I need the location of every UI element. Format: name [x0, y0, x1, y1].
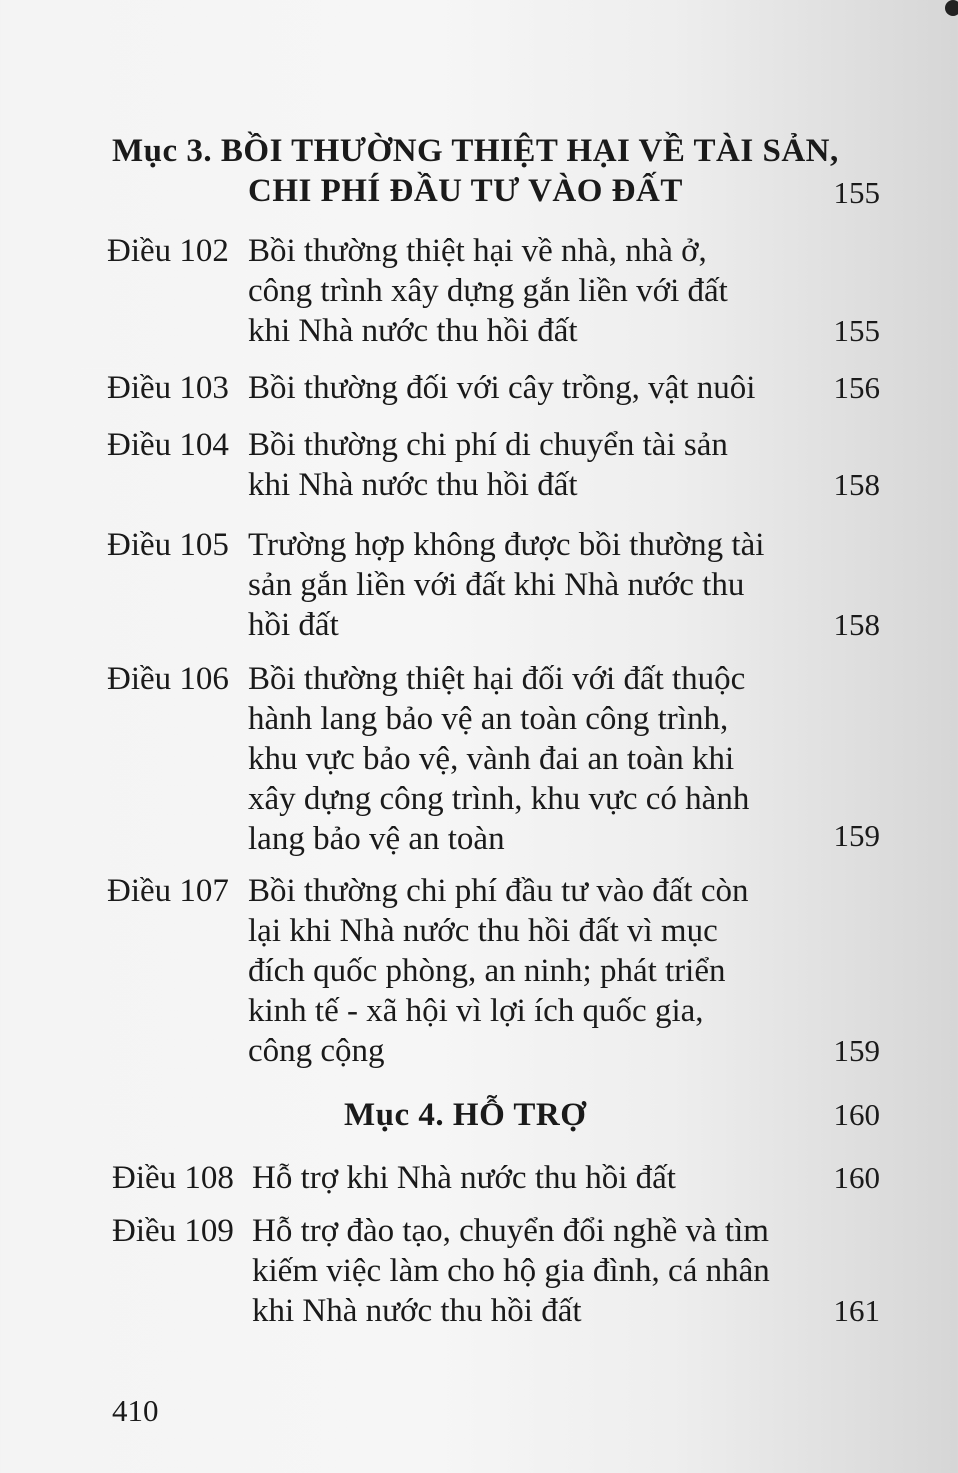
section-3-title-line-1 [112, 133, 839, 170]
entry-107-line-1: Bồi thường chi phí đầu tư vào đất còn [248, 873, 749, 909]
entry-102-page: 155 [833, 313, 880, 348]
section-3-title-line-2: CHI PHÍ ĐẦU TƯ VÀO ĐẤT [248, 173, 683, 209]
entry-label-109: Điều 109 [112, 1213, 234, 1249]
entry-105-line-2: sản gắn liền với đất khi Nhà nước thu [248, 567, 745, 603]
entry-107-line-2: lại khi Nhà nước thu hồi đất vì mục [248, 913, 718, 949]
entry-106-line-1: Bồi thường thiệt hại đối với đất thuộc [248, 661, 746, 697]
entry-109-line-1: Hỗ trợ đào tạo, chuyển đổi nghề và tìm [252, 1213, 769, 1249]
section-4-prefix: Mục 4. [344, 1097, 445, 1133]
entry-109-page: 161 [833, 1293, 880, 1328]
entry-label-102: Điều 102 [107, 233, 229, 269]
entry-106-line-5: lang bảo vệ an toàn [248, 821, 505, 857]
entry-103-page: 156 [833, 370, 880, 405]
entry-107-line-4: kinh tế - xã hội vì lợi ích quốc gia, [248, 993, 704, 1029]
entry-109-line-3: khi Nhà nước thu hồi đất [252, 1293, 582, 1329]
entry-105-page: 158 [833, 607, 880, 642]
entry-107-page: 159 [833, 1033, 880, 1068]
entry-106-line-4: xây dựng công trình, khu vực có hành [248, 781, 750, 817]
entry-104-line-1: Bồi thường chi phí di chuyển tài sản [248, 427, 728, 463]
entry-108-page: 160 [833, 1160, 880, 1195]
entry-106-page: 159 [833, 818, 880, 853]
entry-107-line-3: đích quốc phòng, an ninh; phát triển [248, 953, 726, 989]
entry-106-line-2: hành lang bảo vệ an toàn công trình, [248, 701, 729, 737]
entry-104-page: 158 [833, 467, 880, 502]
section-4-title-text: HỖ TRỢ [452, 1097, 587, 1133]
entry-102-line-1: Bồi thường thiệt hại về nhà, nhà ở, [248, 233, 707, 269]
section-3-prefix: Mục 3. [112, 133, 213, 169]
entry-label-105: Điều 105 [107, 527, 229, 563]
entry-label-106: Điều 106 [107, 661, 229, 697]
section-3-page: 155 [833, 175, 880, 210]
entry-109-line-2: kiếm việc làm cho hộ gia đình, cá nhân [252, 1253, 770, 1289]
section-4-title [344, 1097, 586, 1134]
entry-106-line-3: khu vực bảo vệ, vành đai an toàn khi [248, 741, 735, 777]
entry-label-108: Điều 108 [112, 1160, 234, 1196]
entry-108-line-1: Hỗ trợ khi Nhà nước thu hồi đất [252, 1160, 676, 1196]
section-4-page: 160 [833, 1097, 880, 1132]
entry-105-line-1: Trường hợp không được bồi thường tài [248, 527, 765, 563]
footer-page-number: 410 [112, 1393, 159, 1428]
entry-102-line-3: khi Nhà nước thu hồi đất [248, 313, 578, 349]
section-3-title: BỒI THƯỜNG THIỆT HẠI VỀ TÀI SẢN, [220, 133, 839, 169]
corner-mark [945, 0, 958, 16]
entry-103-line-1: Bồi thường đối với cây trồng, vật nuôi [248, 370, 756, 406]
entry-105-line-3: hồi đất [248, 607, 339, 643]
entry-104-line-2: khi Nhà nước thu hồi đất [248, 467, 578, 503]
entry-label-103: Điều 103 [107, 370, 229, 406]
entry-102-line-2: công trình xây dựng gắn liền với đất [248, 273, 728, 309]
entry-label-107: Điều 107 [107, 873, 229, 909]
entry-107-line-5: công cộng [248, 1033, 385, 1069]
entry-label-104: Điều 104 [107, 427, 229, 463]
